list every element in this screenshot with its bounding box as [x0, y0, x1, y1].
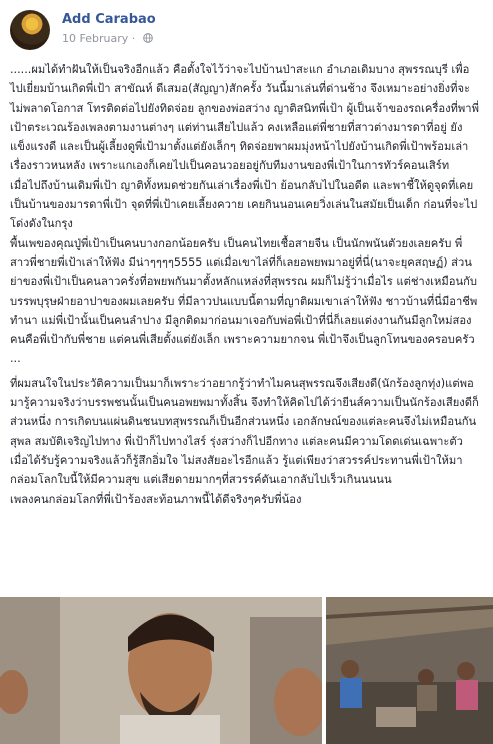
post-paragraph: ที่ผมสนใจในประวัติความเป็นมาก็เพราะว่าอยากรู้ว่าทำไมคนสุพรรณจึงเสียงดี(นักร้องลูกทุ่ง)แต่พอมารู้ความจริงว่าบรรพชนนั้นเป็นคนอพยพมาทั้งสิ้น จึงทำให้คิดไปได้ว่ายีนส์ความเป็นนักร้องเสียงดีก็ส่วนหนึ่ง การเกิดบนแผ่นดินชนบทสุพรรณก็เป็นอีกส่วนหนึ่ง เอกลักษณ์ของแต่ละคนจึงไม่เหมือนกันสุพล สมบัติเจริญไปทาง พี่เป้าก็ไปทางไสร์ รุ่งสว่างก็ไปอีกทาง แต่ละคนมีความโดดเด่นเฉพาะตัว [10, 376, 479, 448]
post-paragraph: เมื่อไปถึงบ้านเดิมพี่เป้า ญาติทั้งหมดช่วยกันเล่าเรื่องพี่เป้า ย้อนกลับไปในอดีต และพาชี้ให้ดูจุดที่เคยเป็นบ้านของมารดาพี่เป้า จุดที่พี่เป้าเคยเลี้ยงควาย เคยกินนอนเคยวิ่งเล่นในสมัยเป็นเด็ก ก่อนที่จะไปโด่งดังในกรุง [10, 178, 478, 231]
photo-village-gathering[interactable] [326, 597, 493, 744]
globe-icon[interactable] [143, 33, 153, 43]
post-paragraph: เพลงคนกล่อมโลกที่พี่เป้าร้องสะท้อนภาพนี้ได้ดีจริงๆครับพี่น้อง [10, 492, 302, 506]
post-paragraph: เมื่อได้รับรู้ความจริงแล้วก็รู้สึกอิ่มใจ ไม่สงสัยอะไรอีกแล้ว รู้แต่เพียงว่าสวรรค์ประทานพี่เป้าให้มากล่อมโลกใบนี้ให้มีความสุข แต่เสียดายมากๆที่สวรรค์ดันเอากลับไปเร็วเกินนนนน [10, 453, 463, 487]
post-date[interactable]: 10 February [62, 32, 129, 45]
village-illustration [326, 597, 493, 744]
avatar[interactable] [10, 10, 50, 50]
photo-grid [0, 597, 493, 744]
meta-separator: · [131, 32, 136, 45]
post-text [10, 60, 480, 509]
post-header [10, 10, 480, 50]
post-meta [62, 32, 153, 45]
post-paragraph: ......ผมได้ทำฝันให้เป็นจริงอีกแล้ว คือตั้งใจไว้ว่าจะไปบ้านป่าสะแก อำเภอเดิมบาง สุพรรณบุรี เพื่อไปเยี่ยมบ้านเกิดพี่เป้า สาขัณห์ ดีเสมอ(สัญญา)สักครั้ง วันนี้มาเล่นที่ด่านช้าง จึงเหมาะอย่างยิ่งที่จะไม่พลาดโอกาส โทรติดต่อไปยังทิดจ่อย ลูกของพ่อสว่าง ญาติสนิทพี่เป้า ผู้เป็นเจ้าของรถเครื่องที่พาพี่เป้าตระเวณร้องเพลงตามงานต่างๆ แต่ท่านเสียไปแล้ว คงเหลือแต่พี่ชายที่สาวต่างมารดาที่อยู่ ยังแข็งแรงดี และเป็นผู้เลี้ยงดูพี่เป้ามาตั้งแต่ยังเล็กๆ ทิดจ่อยพาผมมุ่งหน้าไปยังบ้านเกิดพี่เป้าพร้อมเล่าเรื่องราวหนหลัง เพราะแกเองก็เคยไปเป็นคอนวอยอยู่กับทีมงานของพี่เป้าในการทัวร์คอนเสิร์ท [10, 63, 479, 173]
photo-man-portrait[interactable] [0, 597, 322, 744]
post-paragraph: พื้นเพของคุณปู่พี่เป้าเป็นคนบางกอกน้อยครับ เป็นคนไทยเชื้อสายจีน เป็นนักพนันตัวยงเลยครับ พี่สาวพี่ชายพี่เป้าเล่าให้ฟัง มีน่าๆๆๆๆ5555 แต่เมื่อเขาไล่ที่ก็เลยอพยพมาอยู่ที่นี่(นาจะยุคสฤษฏ์) ส่วนย่าของพี่เป้าเป็นคนลาวครั่งที่อพยพกันมาตั้งหลักแหล่งที่สุพรรณ ผมก็ไม่รู้ว่าเมื่อไร แต่ช่างเหมือนกับบรรพบุรุษฝ่ายอาปาของผมเลยครับ ที่มีลาวปนแบบนี้ตามที่ญาติผมเขาเล่าให้ฟัง ชาวบ้านที่นี่มีอาชีพทำนา แม่พี่เป้านั้นเป็นคนลำปาง มีลูกติดมาก่อนมาเจอกับพ่อพี่เป้าที่นี่ก็เลยแต่งงานกันมีลูกใหม่สองคนคือพี่เป้ากับพี่ชาย แต่คนพี่เสียตั้งแต่ยังเล็ก เพราะความยากจน พี่เป้าจึงเป็นลูกโทนของครอบครัว ... [10, 236, 479, 366]
author-name[interactable]: Add Carabao [62, 12, 156, 27]
portrait-illustration [0, 597, 322, 744]
